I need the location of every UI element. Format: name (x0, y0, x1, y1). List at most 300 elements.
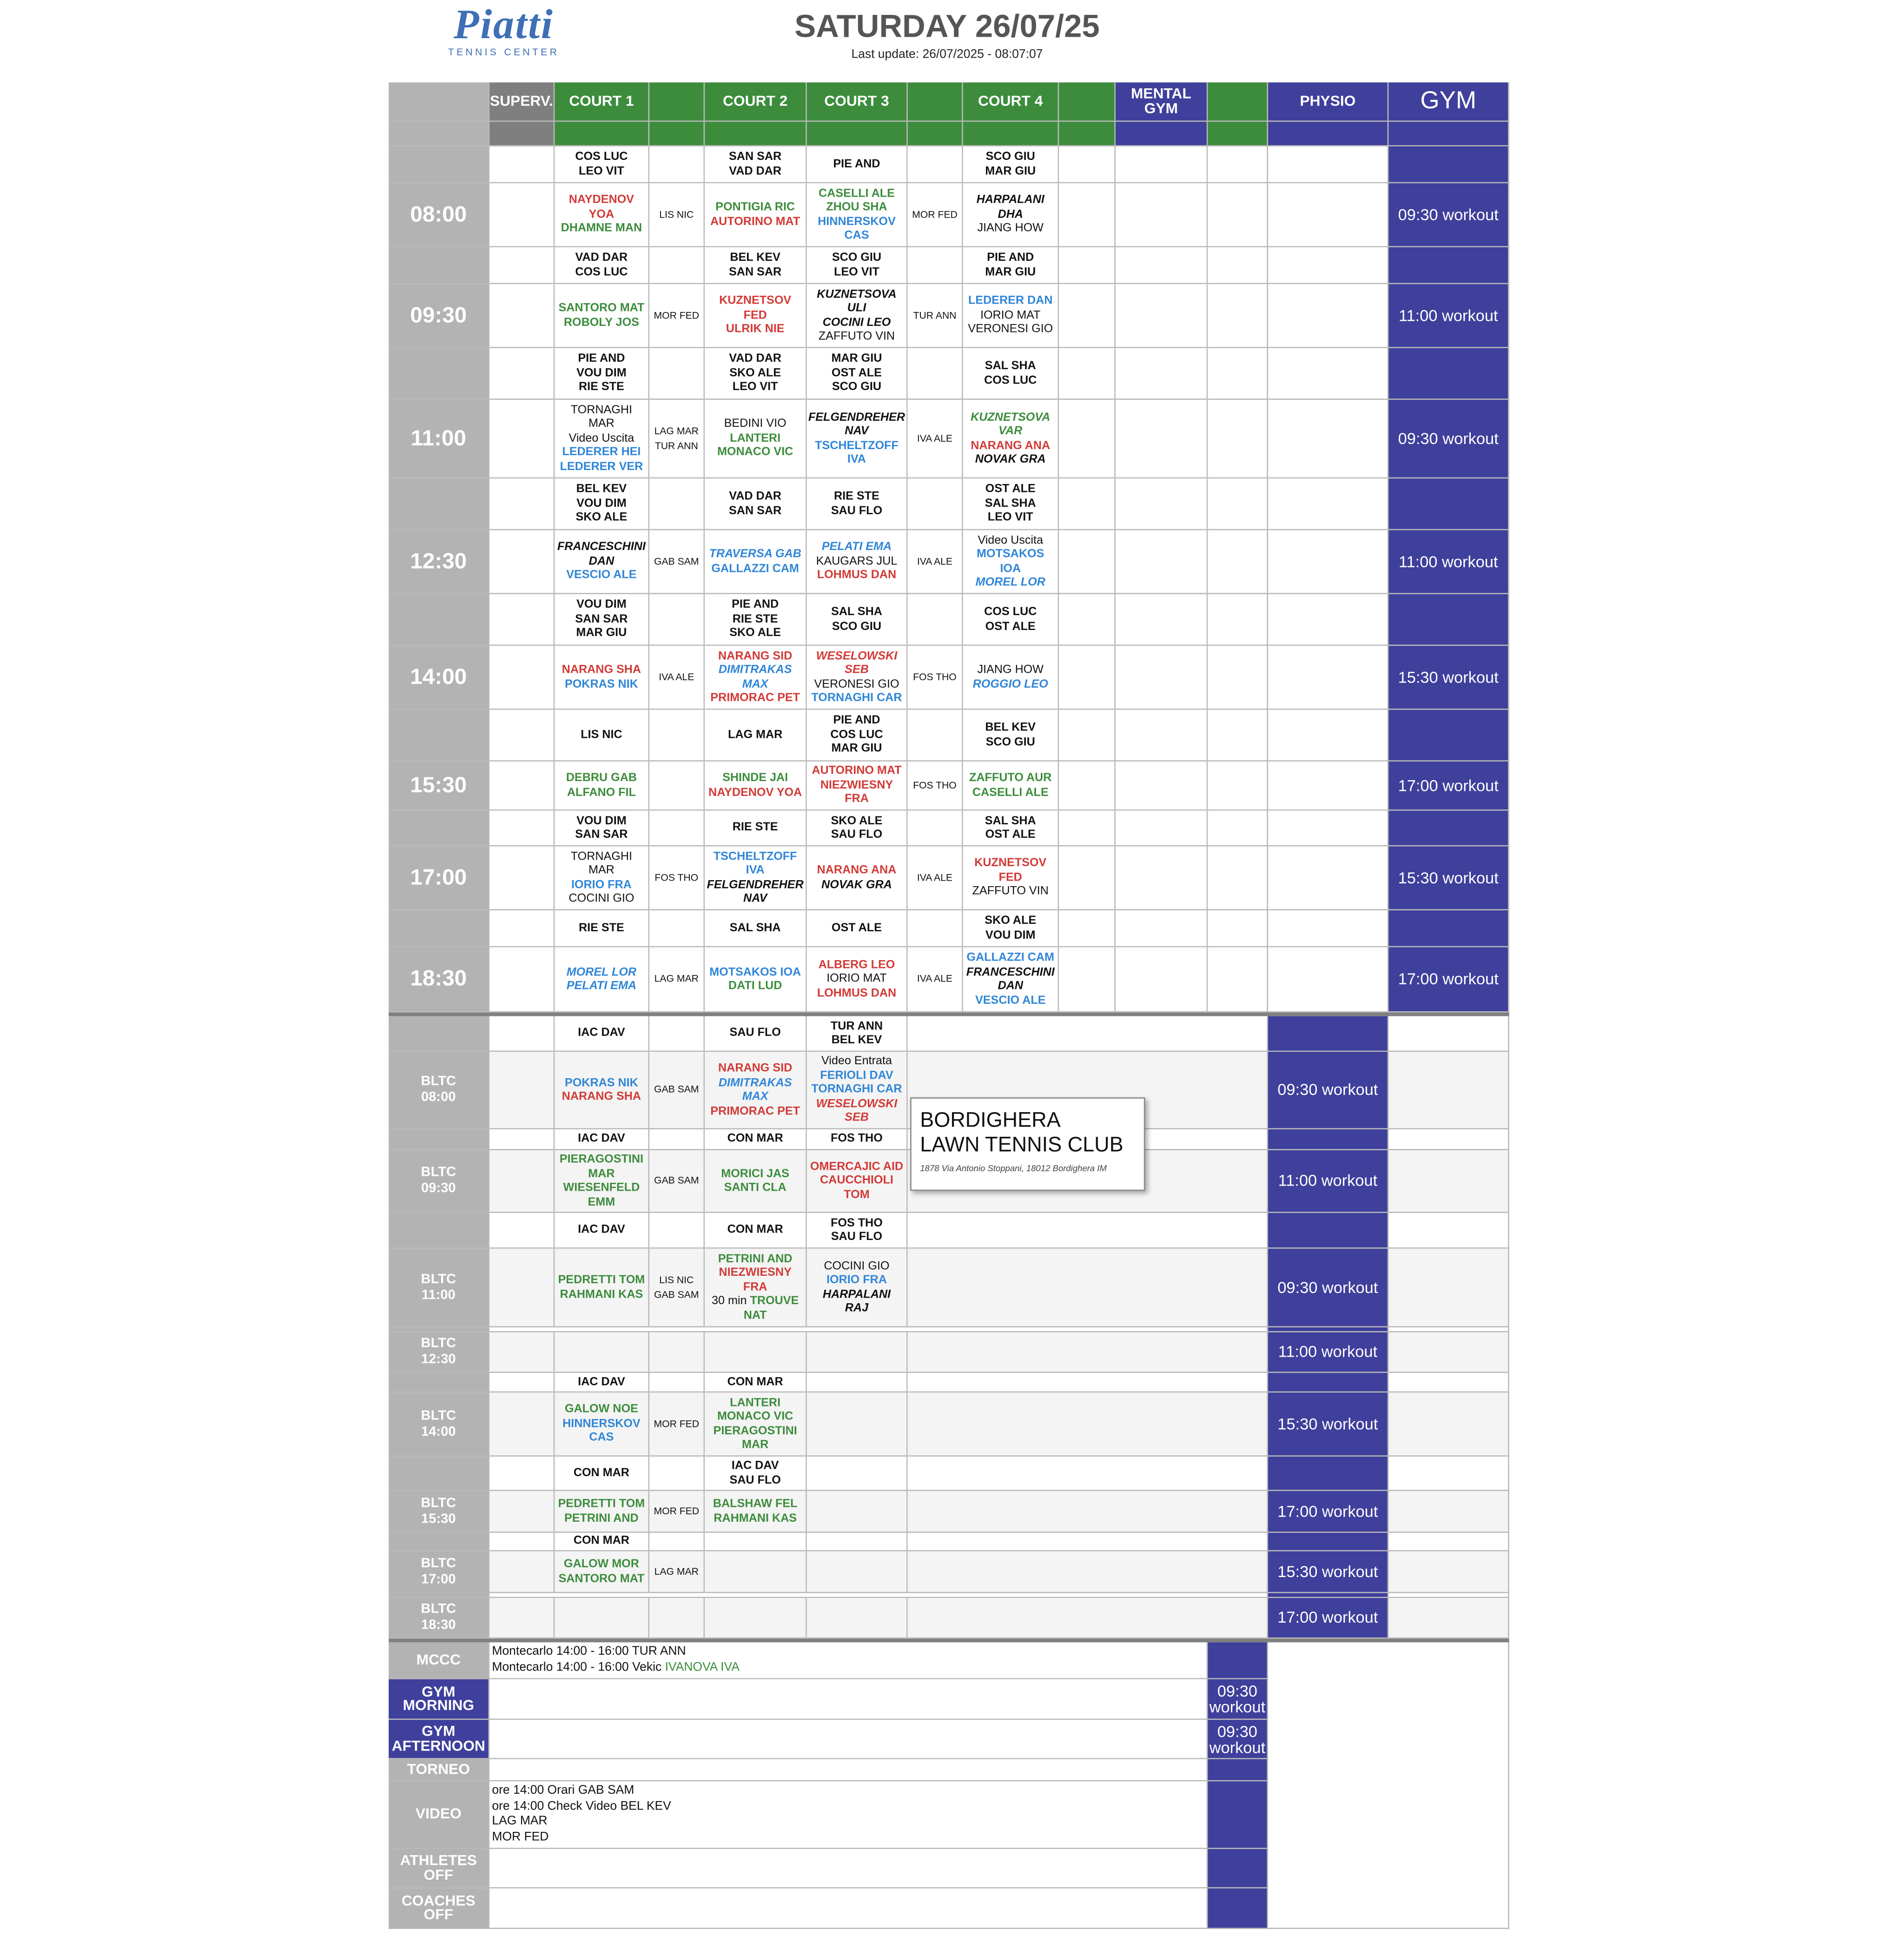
schedule-cell (555, 1213, 649, 1249)
schedule-cell (1388, 910, 1509, 947)
schedule-cell (1268, 478, 1388, 530)
schedule-cell (489, 1551, 555, 1593)
schedule-cell (1116, 594, 1208, 646)
schedule-cell (389, 1249, 489, 1327)
schedule-cell (1208, 762, 1268, 811)
gym-morning-time: 09:30 (1217, 1682, 1257, 1700)
schedule-cell (389, 146, 489, 183)
cell-text: 17:00 workout (1277, 1608, 1378, 1627)
cell-text: Video Uscita (978, 533, 1044, 547)
cell-text: NAYDENOV (569, 193, 634, 207)
cell-text: COURT 3 (824, 92, 889, 109)
cell-text: RAJ (845, 1301, 869, 1315)
cell-text: TORNAGHI (570, 403, 633, 417)
cell-text: PEDRETTI TOM (558, 1497, 645, 1511)
schedule-cell (555, 1016, 649, 1052)
video-line: ore 14:00 Orari GAB SAM (492, 1784, 635, 1797)
cell-text: LIS NIC (659, 209, 694, 220)
cell-text: GYM (1144, 99, 1178, 117)
cell-text: RIE STE (578, 921, 624, 935)
schedule-cell (555, 122, 649, 146)
cell-text: VAD DAR (729, 490, 781, 504)
schedule-cell (1268, 594, 1388, 646)
schedule-cell (1388, 1392, 1509, 1457)
schedule-cell (807, 183, 908, 247)
cell-text: GAB SAM (654, 1175, 699, 1187)
schedule-cell (1208, 284, 1268, 348)
cell-text: 11:00 (410, 425, 466, 450)
video-gym-cell (1208, 1781, 1268, 1849)
schedule-cell (389, 811, 489, 847)
cell-text: PIE AND (732, 598, 779, 612)
schedule-cell (489, 1249, 555, 1327)
schedule-cell (555, 947, 649, 1012)
cell-text: HINNERSKOV (818, 214, 896, 228)
cell-text: DAN (588, 554, 615, 568)
cell-text: LEO VIT (578, 164, 624, 178)
schedule-cell (705, 530, 807, 594)
schedule-cell (705, 146, 807, 183)
cell-text: COCINI GIO (569, 892, 635, 906)
schedule-cell (1268, 1373, 1388, 1392)
schedule-cell (963, 947, 1059, 1012)
schedule-cell (1388, 1249, 1509, 1327)
schedule-cell (489, 348, 555, 400)
cell-text: 17:00 workout (1398, 776, 1499, 795)
schedule-cell (908, 846, 963, 910)
schedule-cell (1208, 82, 1268, 122)
cell-text: GALOW NOE (564, 1403, 638, 1417)
cell-text: BEL KEV (576, 482, 627, 496)
cell-text: OST ALE (831, 366, 882, 380)
schedule-cell (489, 1129, 555, 1150)
cell-text: LAG MAR (654, 425, 699, 437)
cell-text: FERIOLI DAV (820, 1068, 893, 1082)
schedule-cell (908, 811, 963, 847)
cell-text: PHYSIO (1300, 92, 1356, 109)
cell-text: MOREL LOR (975, 576, 1045, 590)
cell-text: COURT 4 (978, 92, 1043, 109)
cell-text: GAB SAM (654, 556, 699, 567)
schedule-cell (705, 1392, 807, 1457)
schedule-cell (649, 1016, 705, 1052)
schedule-cell (807, 1551, 908, 1593)
cell-text: FRANCESCHINI (557, 540, 646, 554)
schedule-cell (1059, 348, 1116, 400)
schedule-cell (807, 811, 908, 847)
cell-text: 15:30 workout (1277, 1414, 1378, 1433)
cell-text: Video Entrata (821, 1054, 892, 1068)
cell-text: GALLAZZI CAM (966, 951, 1054, 965)
cell-text: PONTIGIA RIC (715, 200, 795, 214)
schedule-cell (705, 122, 807, 146)
schedule-cell (489, 183, 555, 247)
schedule-cell (1268, 1491, 1388, 1533)
video-label-cell (389, 1781, 489, 1849)
schedule-cell (1388, 1491, 1509, 1533)
schedule-cell (1388, 1150, 1509, 1213)
video-line: LAG MAR (492, 1814, 548, 1828)
schedule-cell (705, 1249, 807, 1327)
schedule-cell (555, 1533, 649, 1551)
cell-text: FELGENDREHER (707, 877, 804, 892)
schedule-cell (649, 82, 705, 122)
cell-text: COURT 2 (722, 92, 788, 109)
schedule-cell (1268, 1593, 1388, 1598)
schedule-cell (489, 400, 555, 478)
schedule-cell (705, 1213, 807, 1249)
cell-text: KUZNETSOVA (817, 287, 897, 301)
bltc-name-line2: LAWN TENNIS CLUB (920, 1133, 1124, 1157)
cell-text: POKRAS NIK (564, 1075, 638, 1090)
schedule-cell (963, 82, 1059, 122)
schedule-cell (705, 1150, 807, 1213)
schedule-cell (555, 762, 649, 811)
cell-text: NARANG SID (718, 1061, 793, 1075)
cell-text: PELATI EMA (566, 979, 637, 993)
cell-text: HINNERSKOV (562, 1417, 641, 1431)
cell-text: BEL KEV (831, 1033, 882, 1047)
schedule-cell (649, 846, 705, 910)
cell-text: MAR GIU (985, 164, 1036, 178)
bltc-card (910, 1097, 1145, 1191)
schedule-cell (705, 1533, 807, 1551)
cell-text: SANTORO MAT (558, 301, 645, 315)
cell-text: MAR (588, 417, 615, 431)
schedule-cell (807, 1129, 908, 1150)
schedule-cell (489, 247, 555, 284)
cell-text: SAN SAR (575, 612, 628, 626)
schedule-cell (908, 646, 963, 710)
schedule-cell (1116, 846, 1208, 910)
cell-text: 09:30 workout (1277, 1080, 1378, 1099)
schedule-cell (1388, 530, 1509, 594)
cell-text: IAC DAV (731, 1459, 779, 1473)
schedule-cell (489, 284, 555, 348)
schedule-cell (1268, 846, 1388, 910)
schedule-cell (1059, 122, 1116, 146)
cell-text: SCO GIU (985, 735, 1035, 749)
schedule-cell (649, 183, 705, 247)
cell-text: DEBRU GAB (566, 771, 637, 785)
cell-text: COS LUC (830, 728, 883, 742)
schedule-cell (908, 947, 963, 1012)
schedule-cell (963, 183, 1059, 247)
schedule-cell (1116, 762, 1208, 811)
schedule-cell (807, 146, 908, 183)
schedule-cell (1116, 284, 1208, 348)
schedule-cell (1208, 348, 1268, 400)
cell-text: SKO ALE (729, 626, 781, 640)
bltc-address: 1878 Via Antonio Stoppani, 18012 Bordighera IM (920, 1165, 1107, 1174)
cell-text: IVA ALE (917, 432, 952, 444)
schedule-cell (1208, 122, 1268, 146)
cell-text: BLTC (421, 1336, 456, 1351)
cell-text: WIESENFELD (563, 1181, 640, 1195)
schedule-cell (908, 530, 963, 594)
schedule-cell (489, 1016, 555, 1052)
mccc-line-2-name: IVANOVA IVA (665, 1660, 740, 1674)
cell-text: SAL SHA (985, 497, 1036, 511)
cell-text: ALFANO FIL (567, 785, 636, 799)
schedule-cell (1388, 122, 1509, 146)
cell-text: POKRAS NIK (564, 677, 638, 691)
schedule-cell (963, 811, 1059, 847)
schedule-cell (1388, 710, 1509, 762)
cell-text: TOM (844, 1188, 870, 1202)
cell-text: PETRINI AND (718, 1252, 793, 1266)
cell-text: VESCIO ALE (975, 993, 1046, 1007)
schedule-cell (1059, 247, 1116, 284)
cell-text: IVA ALE (659, 671, 694, 683)
cell-text: VERONESI GIO (814, 677, 899, 691)
cell-text: NAV (743, 892, 767, 906)
cell-text: SCO GIU (832, 380, 882, 394)
cell-text: SAL SHA (985, 359, 1036, 373)
schedule-cell (489, 1533, 555, 1551)
schedule-cell (649, 646, 705, 710)
schedule-cell (1388, 348, 1509, 400)
gym-morning-label-cell (389, 1679, 489, 1720)
schedule-cell (705, 1052, 807, 1129)
schedule-cell (1268, 1213, 1388, 1249)
cell-text: MAR (588, 1167, 615, 1180)
schedule-cell (963, 594, 1059, 646)
cell-text: 09:30 (421, 1181, 456, 1196)
schedule-cell (807, 1491, 908, 1533)
schedule-cell (807, 1052, 908, 1129)
schedule-cell (908, 910, 963, 947)
cell-text: MOR FED (654, 1505, 700, 1517)
schedule-cell (1116, 947, 1208, 1012)
schedule-cell (807, 284, 908, 348)
schedule-cell (555, 1333, 649, 1373)
cell-text: 14:00 (421, 1424, 456, 1439)
cell-text: LIS NIC (659, 1274, 694, 1286)
schedule-cell (963, 478, 1059, 530)
cell-text: WESELOWSKI (816, 1097, 898, 1111)
cell-text: CAUCCHIOLI (820, 1174, 893, 1188)
schedule-cell (555, 284, 649, 348)
schedule-cell (705, 1491, 807, 1533)
schedule-cell (1388, 1016, 1509, 1052)
cell-text: IOA (1000, 561, 1021, 576)
schedule-cell (1268, 122, 1388, 146)
schedule-cell (1059, 183, 1116, 247)
schedule-cell (1116, 348, 1208, 400)
cell-text: SAU FLO (729, 1473, 781, 1487)
gym-morning-workout (1208, 1679, 1268, 1720)
schedule-cell (389, 1327, 489, 1333)
cell-text: IAC DAV (578, 1223, 625, 1237)
schedule-cell (807, 400, 908, 478)
cell-text: LEDERER DAN (968, 294, 1053, 308)
cell-text: JIANG HOW (977, 663, 1044, 677)
cell-text: VOU DIM (576, 598, 627, 612)
cell-text: NARANG SID (718, 649, 793, 663)
schedule-cell (1388, 1593, 1509, 1598)
cell-text: DIMITRAKAS (718, 1075, 792, 1090)
schedule-cell (807, 762, 908, 811)
schedule-cell (1388, 947, 1509, 1012)
cell-text: MAR GIU (831, 742, 882, 756)
cell-text: 09:30 workout (1277, 1278, 1378, 1297)
schedule-cell (705, 284, 807, 348)
schedule-cell (389, 1333, 489, 1373)
cell-text: IORIO FRA (571, 877, 632, 892)
schedule-cell (1268, 284, 1388, 348)
cell-text: FRA (743, 1280, 767, 1294)
schedule-cell (649, 910, 705, 947)
cell-text: BEL KEV (985, 721, 1036, 735)
schedule-cell (807, 348, 908, 400)
schedule-cell (389, 1392, 489, 1457)
schedule-cell (649, 1598, 705, 1638)
cell-text: ROGGIO LEO (972, 677, 1048, 691)
schedule-cell (908, 1016, 1268, 1052)
schedule-cell (1059, 594, 1116, 646)
schedule-cell (555, 1491, 649, 1533)
cell-text: FOS THO (913, 779, 957, 791)
schedule-cell (1059, 478, 1116, 530)
schedule-cell (908, 1491, 1268, 1533)
cell-text: NAT (743, 1308, 767, 1322)
cell-text: ZAFFUTO VIN (818, 330, 895, 344)
schedule-cell (1208, 146, 1268, 183)
schedule-cell (1116, 146, 1208, 183)
cell-text: GALOW MOR (563, 1557, 639, 1571)
cell-text: LIS NIC (581, 728, 622, 742)
cell-text: AUTORINO MAT (710, 214, 800, 228)
cell-text: 09:30 (410, 302, 467, 327)
cell-text: PIERAGOSTINI (559, 1153, 643, 1167)
schedule-cell (1116, 247, 1208, 284)
schedule-cell (908, 247, 963, 284)
cell-text: GALLAZZI CAM (711, 561, 799, 576)
cell-text: MOR FED (654, 310, 700, 321)
schedule-cell (705, 910, 807, 947)
schedule-cell (555, 646, 649, 710)
schedule-cell (489, 1457, 555, 1491)
schedule-cell (1268, 183, 1388, 247)
schedule-cell (1268, 1150, 1388, 1213)
cell-text: PIE AND (833, 714, 880, 728)
schedule-cell (1059, 646, 1116, 710)
schedule-cell (705, 82, 807, 122)
cell-text: GAB SAM (654, 1288, 699, 1300)
coaches-off-label-cell (389, 1889, 489, 1929)
cell-text: IAC DAV (578, 1026, 625, 1040)
cell-text: DAN (998, 979, 1023, 993)
mccc-gym-cell (1208, 1642, 1268, 1679)
schedule-cell (705, 348, 807, 400)
schedule-cell (1059, 762, 1116, 811)
cell-text: NOVAK GRA (821, 877, 892, 892)
cell-text: HARPALANI (976, 193, 1045, 207)
cell-text: MONACO VIC (717, 1410, 793, 1424)
schedule-cell (489, 1052, 555, 1129)
schedule-cell (489, 762, 555, 811)
cell-text: SANTORO MAT (558, 1571, 645, 1585)
schedule-cell (489, 1333, 555, 1373)
schedule-cell (555, 1052, 649, 1129)
schedule-cell (908, 594, 963, 646)
cell-text: PIE AND (833, 157, 880, 171)
schedule-cell (1388, 1598, 1509, 1638)
schedule-cell (1268, 82, 1388, 122)
schedule-cell (1268, 811, 1388, 847)
schedule-cell (908, 348, 963, 400)
cell-text: SKO ALE (831, 814, 883, 828)
schedule-cell (389, 1052, 489, 1129)
schedule-cell (963, 146, 1059, 183)
cell-text: 09:30 workout (1398, 429, 1499, 448)
schedule-cell (807, 1598, 908, 1638)
schedule-cell (649, 1249, 705, 1327)
schedule-cell (1059, 530, 1116, 594)
schedule-cell (489, 594, 555, 646)
cell-text: SKO ALE (985, 914, 1037, 928)
schedule-cell (555, 846, 649, 910)
cell-text: MAX (742, 1090, 768, 1104)
schedule-cell (1268, 1052, 1388, 1129)
cell-text: GYM (1420, 87, 1476, 114)
cell-text: 09:30 workout (1398, 205, 1499, 224)
cell-text: 08:00 (410, 201, 467, 226)
schedule-cell (1388, 1213, 1509, 1249)
schedule-cell (389, 284, 489, 348)
cell-text: OST ALE (831, 921, 882, 935)
bltc-name-line1: BORDIGHERA (920, 1108, 1061, 1132)
schedule-cell (705, 478, 807, 530)
cell-text: MORICI JAS (721, 1167, 789, 1180)
schedule-cell (649, 1373, 705, 1392)
section-divider (389, 1638, 1509, 1642)
schedule-cell (1059, 710, 1116, 762)
schedule-cell (1208, 478, 1268, 530)
cell-text: LEDERER HEI (562, 445, 641, 459)
last-update: Last update: 26/07/2025 - 08:07:07 (851, 48, 1043, 62)
video-label: VIDEO (415, 1805, 462, 1823)
cell-text: 17:00 workout (1277, 1502, 1378, 1520)
cell-text: ULRIK NIE (726, 322, 785, 337)
schedule-cell (1268, 1129, 1388, 1150)
cell-text: FOS THO (654, 872, 699, 883)
cell-text: SAN SAR (729, 150, 782, 164)
schedule-cell (489, 1491, 555, 1533)
schedule-cell (908, 710, 963, 762)
schedule-cell (908, 1457, 1268, 1491)
schedule-cell (489, 947, 555, 1012)
schedule-cell (389, 82, 489, 122)
schedule-cell (389, 1491, 489, 1533)
cell-text: 11:00 workout (1278, 1342, 1378, 1361)
cell-text: CASELLI ALE (818, 186, 895, 200)
schedule-cell (807, 1333, 908, 1373)
cell-text: BALSHAW FEL (713, 1497, 798, 1511)
cell-text: MOR FED (654, 1418, 700, 1429)
cell-text: COS LUC (575, 150, 628, 164)
schedule-cell (555, 82, 649, 122)
cell-text: SAU FLO (729, 1026, 781, 1040)
cell-text: COURT 1 (569, 92, 634, 109)
cell-text: FOS THO (831, 1216, 883, 1230)
schedule-cell (1268, 1551, 1388, 1593)
cell-text: TUR ANN (830, 1019, 883, 1033)
cell-text: SUPERV. (489, 92, 553, 109)
coaches-off-label: COACHES OFF (401, 1891, 476, 1923)
cell-text: LANTERI (730, 431, 781, 445)
